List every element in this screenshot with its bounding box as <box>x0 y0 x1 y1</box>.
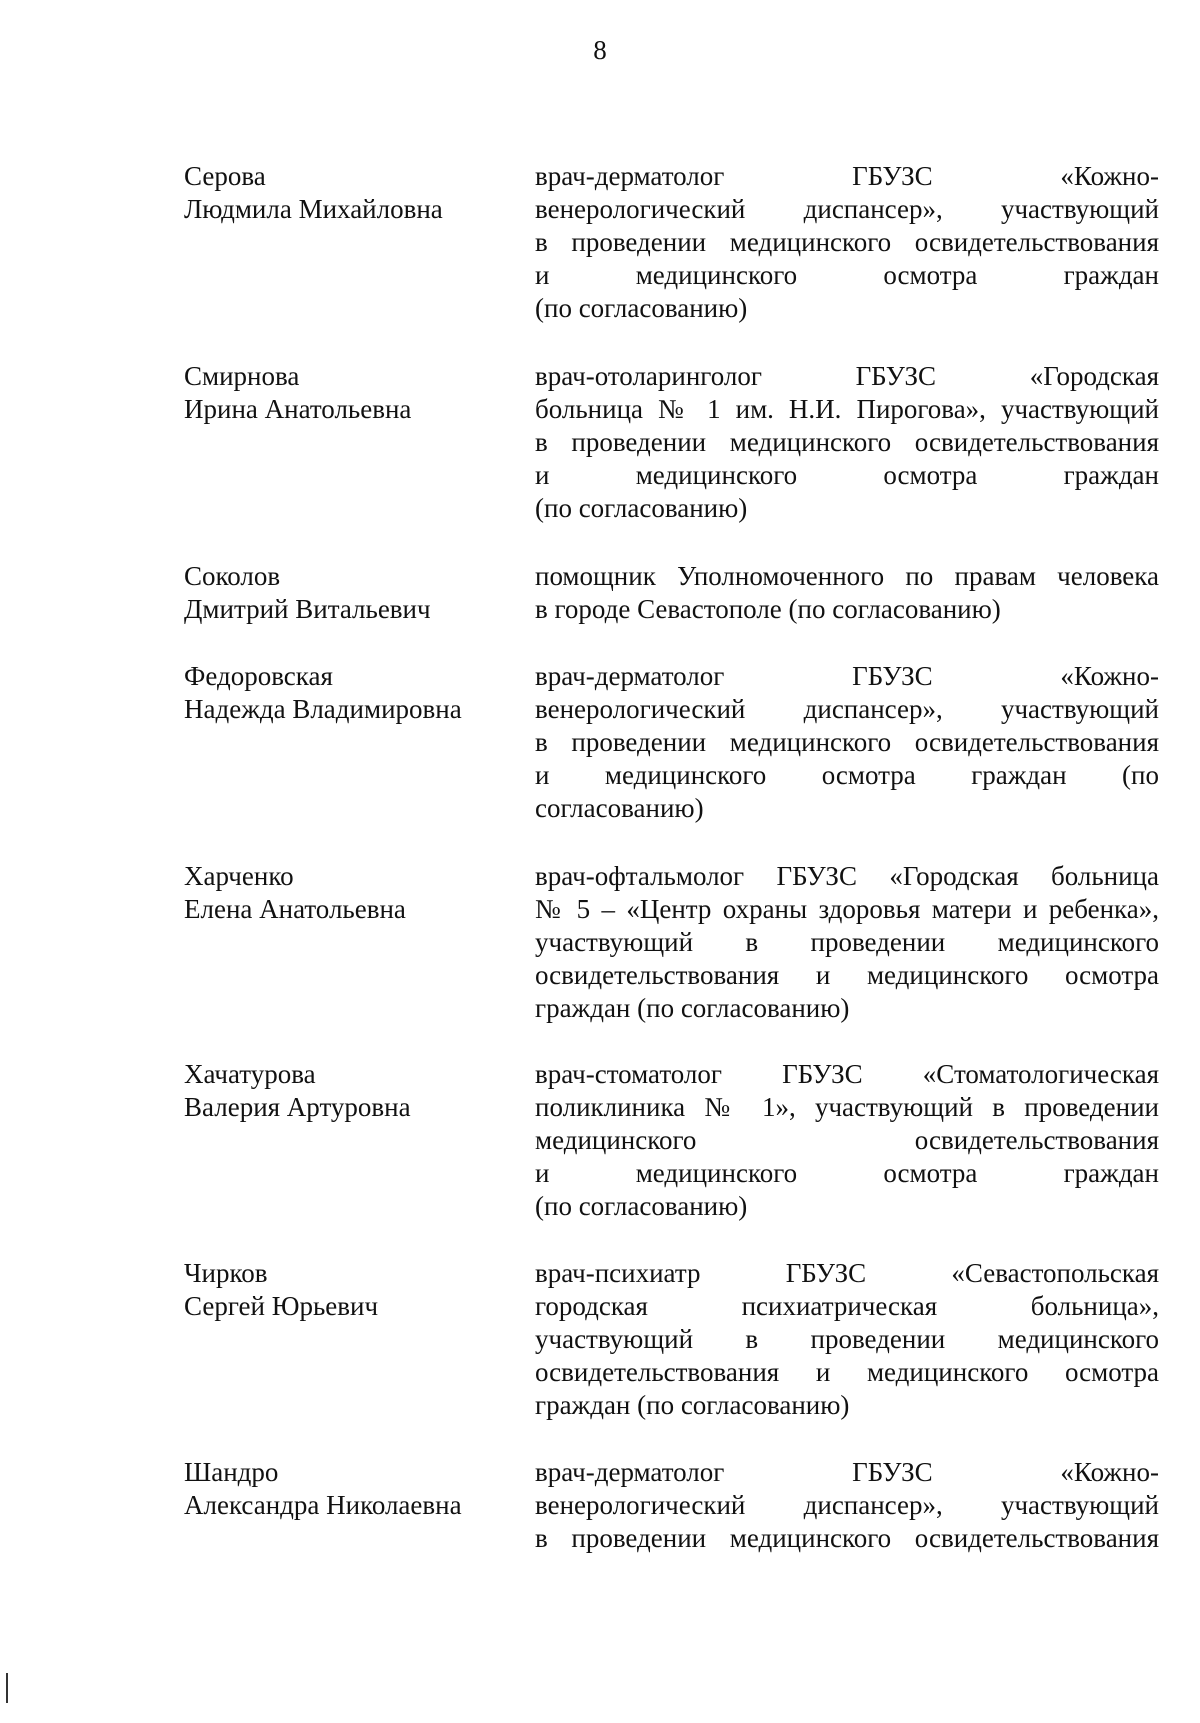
member-position <box>535 160 1159 325</box>
position-line: граждан (по согласованию) <box>535 1390 850 1420</box>
position-line: в проведении медицинского освидетельствования <box>535 1523 1159 1553</box>
member-given-names: Александра Николаевна <box>184 1490 462 1520</box>
position-line: врач-офтальмолог ГБУЗС «Городская больница <box>535 861 1159 891</box>
member-name <box>184 560 514 626</box>
member-surname: Смирнова <box>184 361 300 391</box>
member-name <box>184 860 514 926</box>
member-name <box>184 1257 514 1323</box>
position-line: освидетельствования и медицинского осмотра <box>535 1357 1159 1387</box>
member-given-names: Ирина Анатольевна <box>184 394 412 424</box>
position-line: и медицинского осмотра граждан (по <box>535 760 1159 790</box>
member-name <box>184 1058 514 1124</box>
member-surname: Хачатурова <box>184 1059 316 1089</box>
member-surname: Соколов <box>184 561 281 591</box>
position-line: согласованию) <box>535 793 704 823</box>
page-number: 8 <box>593 35 607 65</box>
member-surname: Чирков <box>184 1258 268 1288</box>
member-given-names: Дмитрий Витальевич <box>184 594 431 624</box>
position-line: в проведении медицинского освидетельствования <box>535 227 1159 257</box>
position-line: освидетельствования и медицинского осмотра <box>535 960 1159 990</box>
member-position <box>535 1456 1159 1555</box>
member-position <box>535 560 1159 626</box>
member-name <box>184 160 514 226</box>
position-line: поликлиника № 1», участвующий в проведении <box>535 1092 1159 1122</box>
position-line: и медицинского осмотра граждан <box>535 1158 1159 1188</box>
position-line: граждан (по согласованию) <box>535 993 850 1023</box>
position-line: медицинского освидетельствования <box>535 1125 1159 1155</box>
position-line: помощник Уполномоченного по правам человека <box>535 561 1159 591</box>
position-line: венерологический диспансер», участвующий <box>535 194 1159 224</box>
position-line: № 5 – «Центр охраны здоровья матери и ребенка», <box>535 894 1159 924</box>
scan-margin-mark <box>6 1673 8 1703</box>
member-given-names: Надежда Владимировна <box>184 694 462 724</box>
position-line: в проведении медицинского освидетельствования <box>535 427 1159 457</box>
member-position <box>535 1257 1159 1422</box>
member-given-names: Елена Анатольевна <box>184 894 406 924</box>
position-line: городская психиатрическая больница», <box>535 1291 1159 1321</box>
member-position <box>535 360 1159 525</box>
member-given-names: Людмила Михайловна <box>184 194 443 224</box>
member-name <box>184 660 514 726</box>
member-position <box>535 1058 1159 1223</box>
position-line: венерологический диспансер», участвующий <box>535 694 1159 724</box>
position-line: участвующий в проведении медицинского <box>535 927 1159 957</box>
member-surname: Шандро <box>184 1457 279 1487</box>
position-line: (по согласованию) <box>535 1191 748 1221</box>
position-line: врач-отоларинголог ГБУЗС «Городская <box>535 361 1159 391</box>
position-line: венерологический диспансер», участвующий <box>535 1490 1159 1520</box>
position-line: участвующий в проведении медицинского <box>535 1324 1159 1354</box>
member-surname: Серова <box>184 161 266 191</box>
position-line: больница № 1 им. Н.И. Пирогова», участвующий <box>535 394 1159 424</box>
position-line: и медицинского осмотра граждан <box>535 460 1159 490</box>
position-line: врач-дерматолог ГБУЗС «Кожно- <box>535 1457 1159 1487</box>
position-line: врач-стоматолог ГБУЗС «Стоматологическая <box>535 1059 1159 1089</box>
member-given-names: Валерия Артуровна <box>184 1092 411 1122</box>
position-line: в городе Севастополе (по согласованию) <box>535 594 1001 624</box>
member-position <box>535 860 1159 1025</box>
position-line: врач-дерматолог ГБУЗС «Кожно- <box>535 661 1159 691</box>
position-line: (по согласованию) <box>535 493 748 523</box>
member-position <box>535 660 1159 825</box>
member-given-names: Сергей Юрьевич <box>184 1291 379 1321</box>
position-line: врач-дерматолог ГБУЗС «Кожно- <box>535 161 1159 191</box>
member-surname: Федоровская <box>184 661 333 691</box>
position-line: врач-психиатр ГБУЗС «Севастопольская <box>535 1258 1159 1288</box>
position-line: (по согласованию) <box>535 293 748 323</box>
position-line: в проведении медицинского освидетельствования <box>535 727 1159 757</box>
position-line: и медицинского осмотра граждан <box>535 260 1159 290</box>
member-name <box>184 360 514 426</box>
member-name <box>184 1456 514 1522</box>
member-surname: Харченко <box>184 861 294 891</box>
